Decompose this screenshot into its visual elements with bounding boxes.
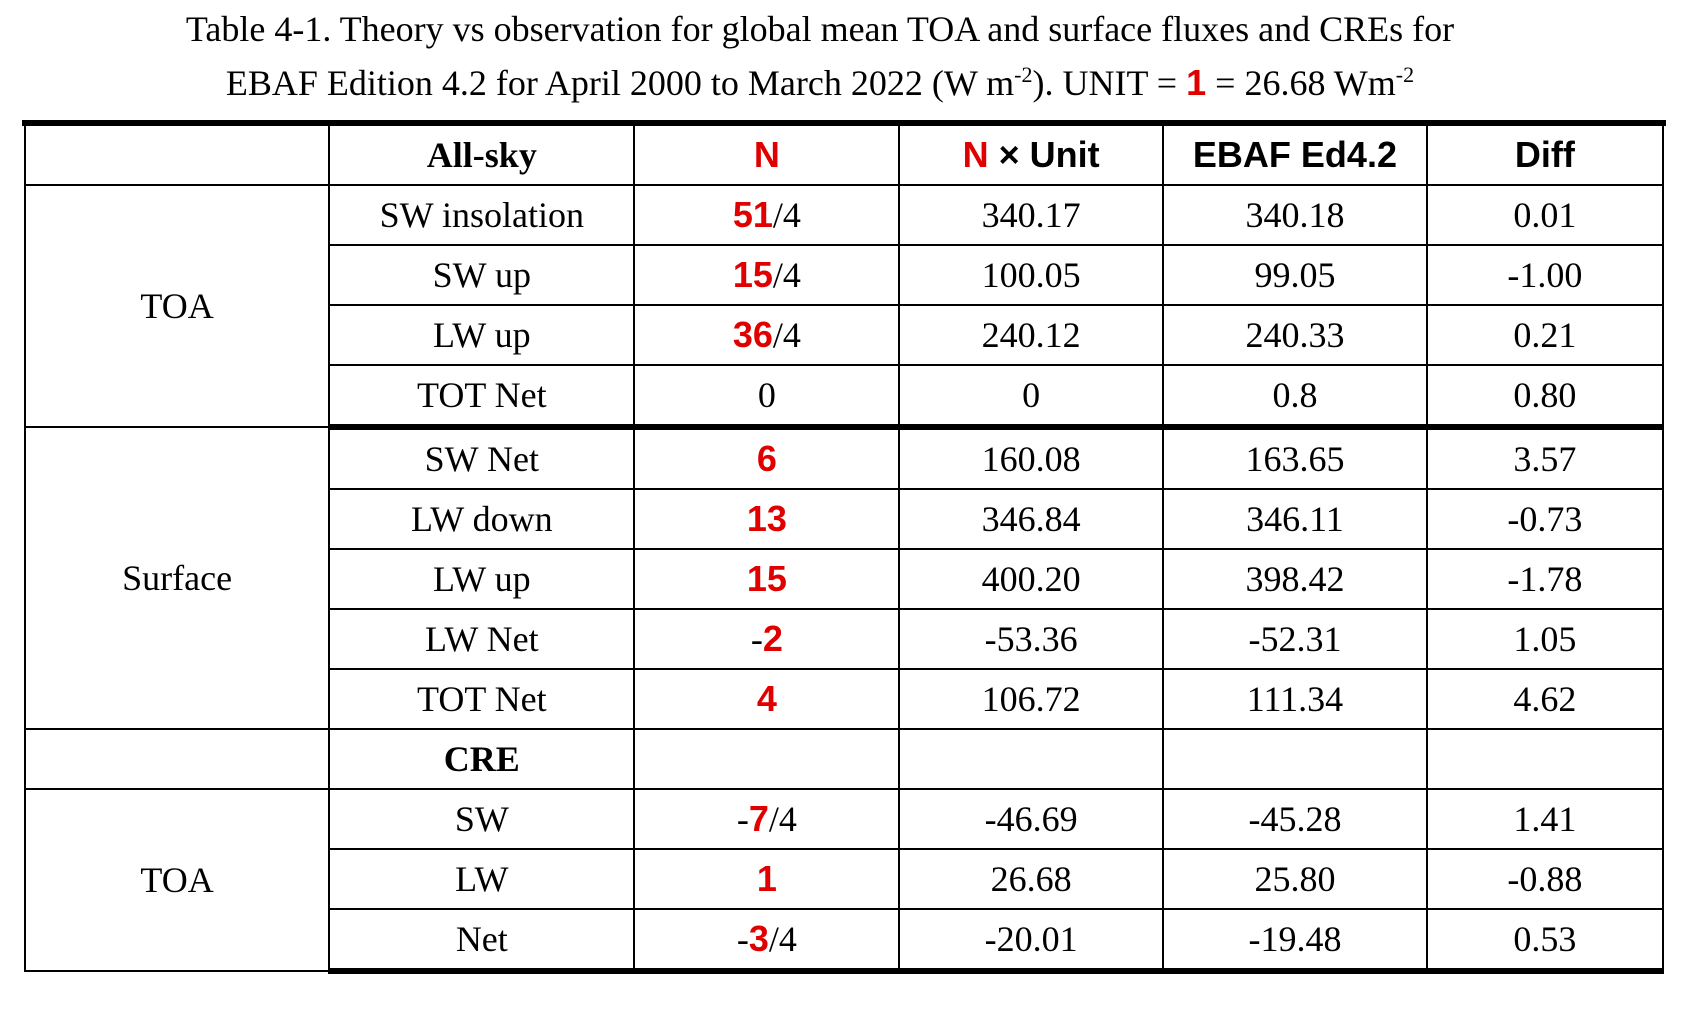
caption-line-1: Table 4-1. Theory vs observation for global mean TOA and surface fluxes and CREs for — [185, 9, 1455, 49]
cre-empty-cell — [1427, 729, 1663, 789]
row-diff: 0.53 — [1427, 909, 1663, 971]
table-row — [25, 185, 1663, 245]
cre-label: CRE — [329, 729, 634, 789]
row-n: 13 — [634, 489, 899, 549]
row-n-unit: 0 — [899, 365, 1163, 427]
header-all-sky: All-sky — [329, 125, 634, 185]
row-name: Net — [329, 909, 634, 971]
row-name: LW up — [329, 549, 634, 609]
row-diff: 3.57 — [1427, 427, 1663, 489]
row-n-unit: 100.05 — [899, 245, 1163, 305]
row-diff: -0.73 — [1427, 489, 1663, 549]
row-n: -7/4 — [634, 789, 899, 849]
header-row — [25, 125, 1663, 185]
row-n: 0 — [634, 365, 899, 427]
row-name: SW Net — [329, 427, 634, 489]
row-n-unit: 346.84 — [899, 489, 1163, 549]
caption-sup-2: -2 — [1395, 62, 1415, 87]
row-n: -2 — [634, 609, 899, 669]
cre-empty-cell — [1163, 729, 1427, 789]
cre-empty-cell — [25, 729, 329, 789]
row-name: LW Net — [329, 609, 634, 669]
row-ebaf: 99.05 — [1163, 245, 1427, 305]
row-n-unit: 106.72 — [899, 669, 1163, 729]
header-ebaf: EBAF Ed4.2 — [1163, 125, 1427, 185]
row-diff: 1.05 — [1427, 609, 1663, 669]
row-n-unit: -20.01 — [899, 909, 1163, 971]
row-n-unit: 240.12 — [899, 305, 1163, 365]
row-diff: 4.62 — [1427, 669, 1663, 729]
row-n-unit: 340.17 — [899, 185, 1163, 245]
row-ebaf: -45.28 — [1163, 789, 1427, 849]
cre-empty-cell — [634, 729, 899, 789]
row-name: SW up — [329, 245, 634, 305]
row-diff: 0.01 — [1427, 185, 1663, 245]
table-row — [25, 427, 1663, 489]
row-ebaf: 340.18 — [1163, 185, 1427, 245]
row-ebaf: -52.31 — [1163, 609, 1427, 669]
row-n: 6 — [634, 427, 899, 489]
header-n-unit-n: N — [962, 134, 989, 175]
header-n-label: N — [753, 134, 780, 175]
row-n: 36/4 — [634, 305, 899, 365]
row-name: LW — [329, 849, 634, 909]
table-caption — [0, 6, 1640, 106]
header-n — [634, 125, 899, 185]
row-n-unit: -46.69 — [899, 789, 1163, 849]
caption-sup-1: -2 — [1014, 62, 1033, 87]
header-n-unit-rest: × Unit — [988, 134, 1100, 175]
row-n: -3/4 — [634, 909, 899, 971]
row-name: SW — [329, 789, 634, 849]
row-n: 1 — [634, 849, 899, 909]
cre-label-row — [25, 729, 1663, 789]
row-name: SW insolation — [329, 185, 634, 245]
flux-table — [24, 124, 1664, 974]
caption-unit-value: 1 — [1186, 62, 1207, 103]
row-n-unit: 400.20 — [899, 549, 1163, 609]
row-diff: -0.88 — [1427, 849, 1663, 909]
row-ebaf: 163.65 — [1163, 427, 1427, 489]
cre-empty-cell — [899, 729, 1163, 789]
row-ebaf: 25.80 — [1163, 849, 1427, 909]
row-ebaf: 398.42 — [1163, 549, 1427, 609]
row-n: 15/4 — [634, 245, 899, 305]
group-label-toa: TOA — [25, 185, 329, 427]
row-ebaf: 111.34 — [1163, 669, 1427, 729]
row-n-unit: -53.36 — [899, 609, 1163, 669]
caption-line-2-post: = 26.68 Wm — [1206, 63, 1396, 103]
row-n: 15 — [634, 549, 899, 609]
row-ebaf: 240.33 — [1163, 305, 1427, 365]
row-diff: -1.78 — [1427, 549, 1663, 609]
row-n: 51/4 — [634, 185, 899, 245]
group-label-cre-toa: TOA — [25, 789, 329, 971]
header-col-1 — [25, 125, 329, 185]
row-n-unit: 26.68 — [899, 849, 1163, 909]
row-diff: -1.00 — [1427, 245, 1663, 305]
row-diff: 0.80 — [1427, 365, 1663, 427]
group-label-surface: Surface — [25, 427, 329, 729]
row-name: LW up — [329, 305, 634, 365]
row-ebaf: 346.11 — [1163, 489, 1427, 549]
caption-line-2-mid: ). UNIT = — [1032, 63, 1187, 103]
row-ebaf: -19.48 — [1163, 909, 1427, 971]
row-name: TOT Net — [329, 365, 634, 427]
row-diff: 0.21 — [1427, 305, 1663, 365]
caption-line-2 — [0, 52, 1640, 106]
table-row — [25, 789, 1663, 849]
row-name: TOT Net — [329, 669, 634, 729]
row-ebaf: 0.8 — [1163, 365, 1427, 427]
row-n: 4 — [634, 669, 899, 729]
caption-line-2-pre: EBAF Edition 4.2 for April 2000 to March 2022 (W m — [225, 63, 1015, 103]
row-name: LW down — [329, 489, 634, 549]
header-diff: Diff — [1427, 125, 1663, 185]
header-n-unit — [899, 125, 1163, 185]
row-n-unit: 160.08 — [899, 427, 1163, 489]
row-diff: 1.41 — [1427, 789, 1663, 849]
